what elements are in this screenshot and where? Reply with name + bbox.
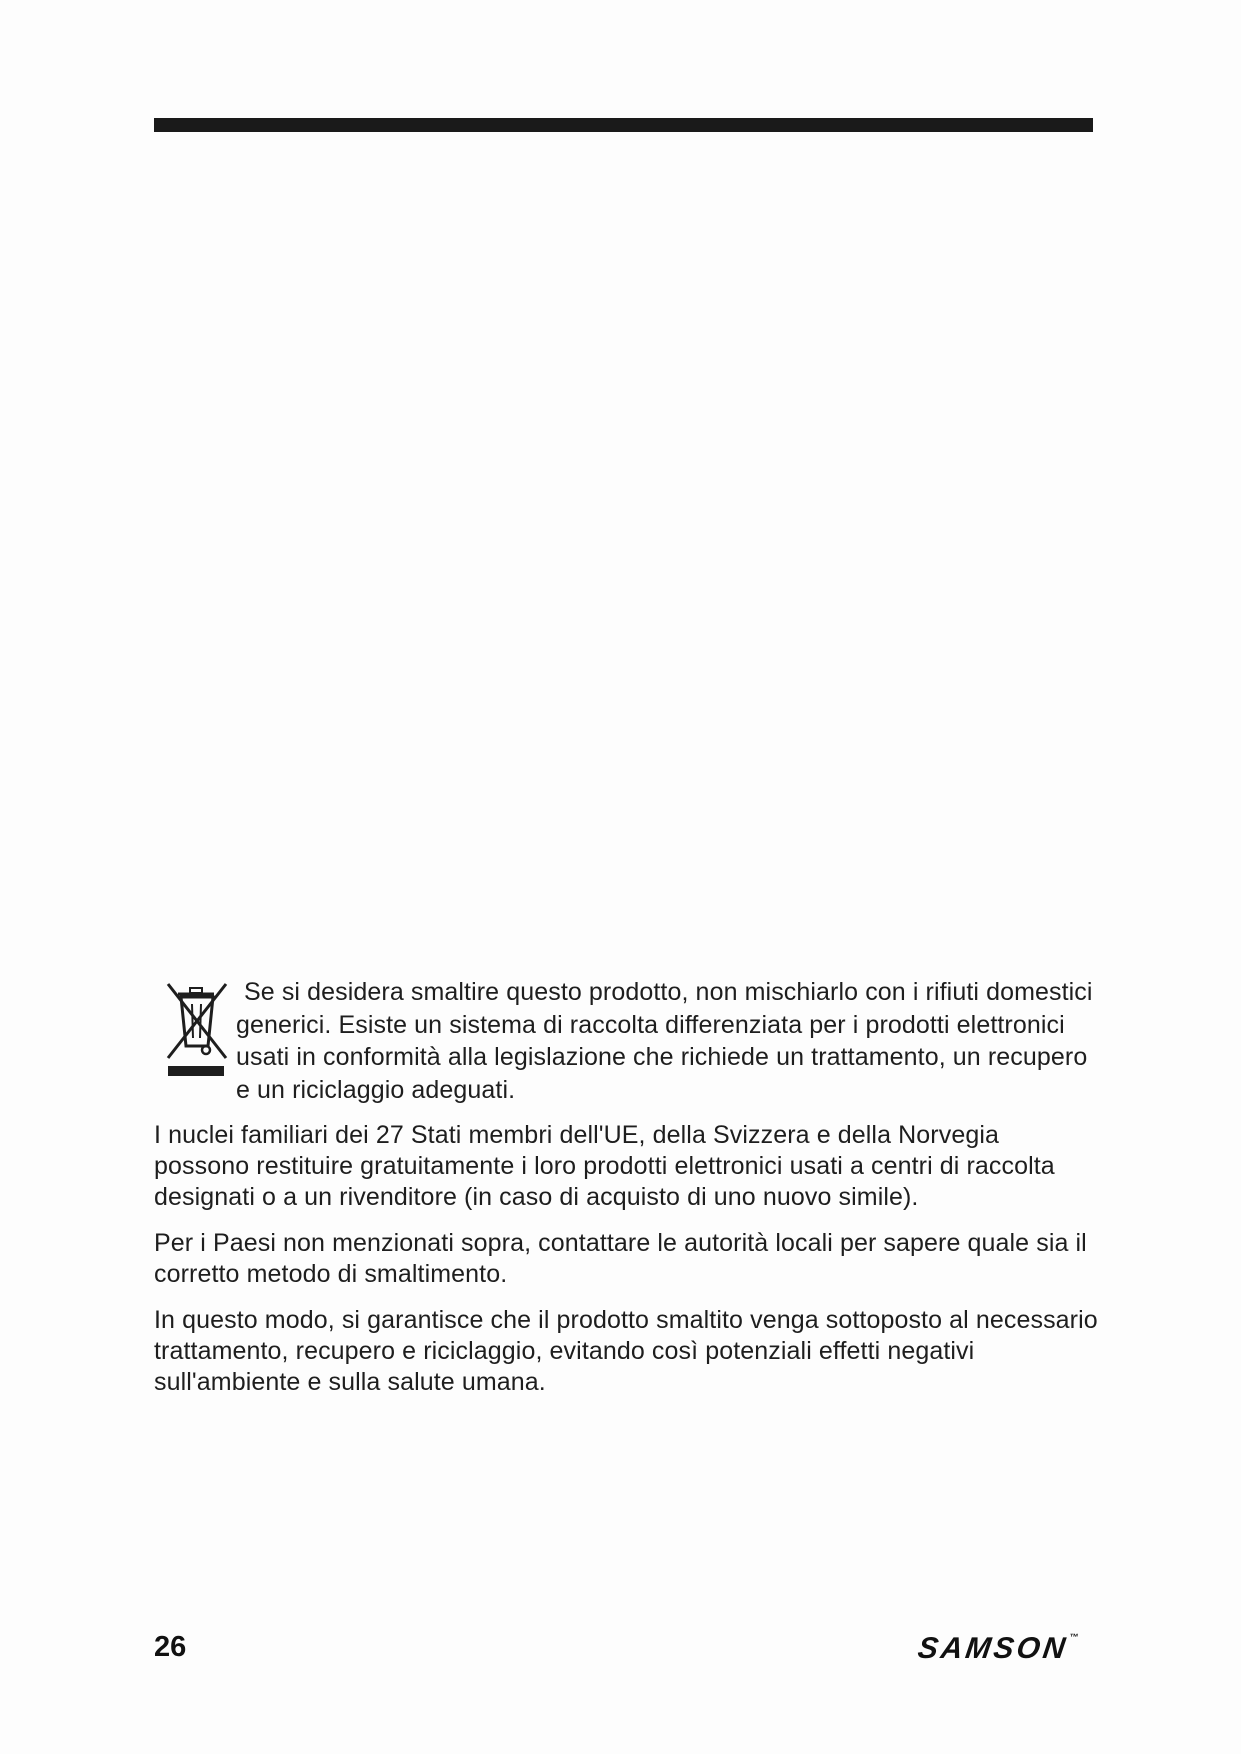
- paragraph-environment: In questo modo, si garantisce che il prodotto smaltito venga sottoposto al necessario trattamento, recupero e riciclaggio, evitando così potenziali effetti negativi sull'ambiente e sulla salute umana.: [154, 1306, 1098, 1396]
- top-rule: [154, 118, 1093, 132]
- crossed-out-wheelie-bin-icon: [162, 980, 232, 1078]
- samson-logo-text: SAMSON: [915, 1632, 1071, 1665]
- weee-notice: [154, 976, 1099, 1106]
- paragraph-eu-households: I nuclei familiari dei 27 Stati membri dell'UE, della Svizzera e della Norvegia possono restituire gratuitamente i loro prodotti elettronici usati a centri di raccolta designati o a un rivenditore (in caso di acquisto di uno nuovo simile).: [154, 1121, 1055, 1211]
- weee-paragraph-text: Se si desidera smaltire questo prodotto, non mischiarlo con i rifiuti domestici generici. Esiste un sistema di raccolta differenziata per i prodotti elettronici usati in conformità alla legislazione che richiede un trattamento, un recupero e un riciclaggio adeguati.: [236, 978, 1093, 1104]
- body-text: [154, 1120, 1099, 1413]
- page-number: 26: [154, 1631, 187, 1663]
- paragraph-other-countries: Per i Paesi non menzionati sopra, contattare le autorità locali per sapere quale sia il corretto metodo di smaltimento.: [154, 1229, 1087, 1288]
- weee-paragraph: [236, 976, 1099, 1106]
- samson-logo: SAMSON™: [915, 1632, 1080, 1665]
